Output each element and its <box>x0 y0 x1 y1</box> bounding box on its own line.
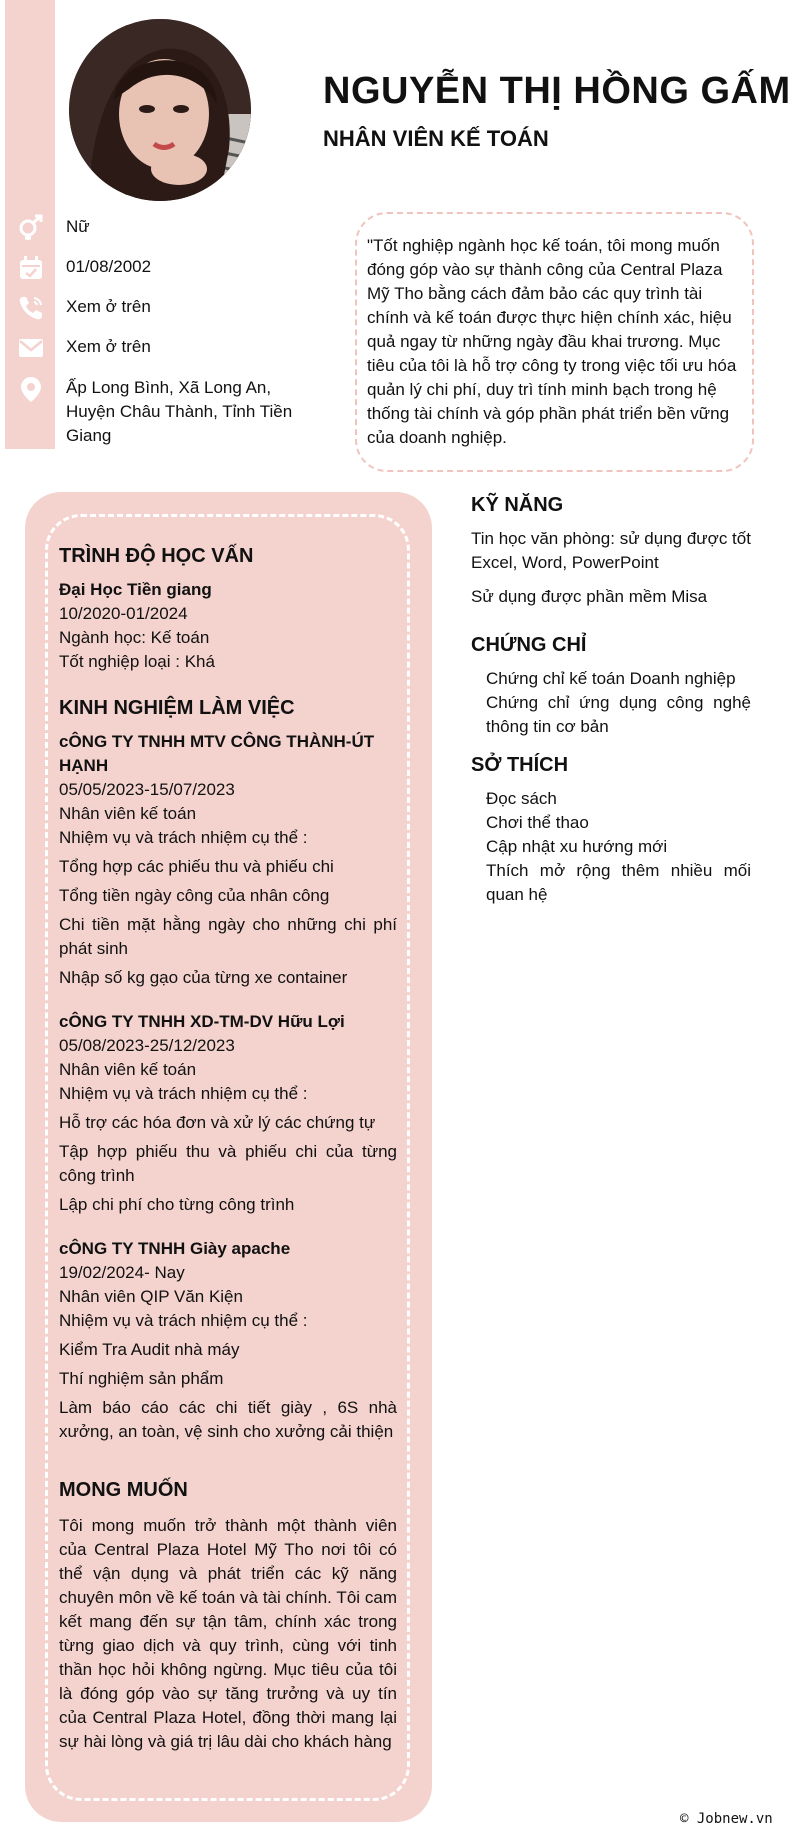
education-major: Ngành học: Kế toán <box>59 628 210 647</box>
objective-quote-box <box>355 212 754 472</box>
job-duty: Kiểm Tra Audit nhà máy <box>59 1340 240 1359</box>
footer-credit: © Jobnew.vn <box>680 1811 773 1827</box>
address-value: Ấp Long Bình, Xã Long An, Huyện Châu Thành, Tỉnh Tiền Giang <box>66 378 293 445</box>
info-phone <box>16 293 151 323</box>
certificates-title: CHỨNG CHỈ <box>471 634 587 656</box>
job-duties-label: Nhiệm vụ và trách nhiệm cụ thể : <box>59 1311 308 1330</box>
candidate-name: NGUYỄN THỊ HỒNG GẤM <box>323 70 791 112</box>
job-role: Nhân viên QIP Văn Kiện <box>59 1287 243 1306</box>
left-card-content <box>59 544 397 1754</box>
info-email <box>16 333 151 363</box>
certificate-item: Chứng chỉ ứng dụng công nghệ thông tin cơ bản <box>486 693 751 736</box>
job-duty: Tổng tiền ngày công của nhân công <box>59 886 330 905</box>
right-column <box>471 493 751 907</box>
email-value: Xem ở trên <box>66 337 151 356</box>
job-duty: Nhập số kg gạo của từng xe container <box>59 968 348 987</box>
certificate-item: Chứng chỉ kế toán Doanh nghiệp <box>486 669 736 688</box>
hobby-item: Thích mở rộng thêm nhiều mối quan hệ <box>486 861 751 904</box>
calendar-icon <box>16 253 46 283</box>
job-period: 05/08/2023-25/12/2023 <box>59 1036 235 1055</box>
education-grade: Tốt nghiệp loại : Khá <box>59 652 215 671</box>
gender-value: Nữ <box>66 217 90 236</box>
education-title: TRÌNH ĐỘ HỌC VẤN <box>59 545 254 567</box>
job-role: Nhân viên kế toán <box>59 1060 197 1079</box>
job-duty: Hỗ trợ các hóa đơn và xử lý các chứng tự <box>59 1113 376 1132</box>
phone-icon <box>16 293 46 323</box>
profile-photo <box>69 19 251 201</box>
info-birthdate <box>16 253 152 283</box>
job-item <box>59 1237 397 1444</box>
job-role: Nhân viên kế toán <box>59 804 197 823</box>
location-pin-icon <box>16 374 46 404</box>
hobby-item: Chơi thể thao <box>486 813 589 832</box>
objective-quote-text: "Tốt nghiệp ngành học kế toán, tôi mong muốn đóng góp vào sự thành công của Central Plaza Mỹ Tho bằng cách đảm bảo các quy trình tài chính và kế toán được thực hiện chính xác, hiệu quả ngay từ những ngày đầu khai trương. Mục tiêu của tôi là hỗ trợ công ty trong việc tối ưu hóa quản lý chi phí, duy trì tính minh bạch trong hệ thống tài chính và góp phần phát triển bền vững của doanh nghiệp. <box>367 236 737 447</box>
job-company: cÔNG TY TNHH Giày apache <box>59 1239 291 1258</box>
job-period: 19/02/2024- Nay <box>59 1263 185 1282</box>
wish-title: MONG MUỐN <box>59 1479 188 1501</box>
experience-title: KINH NGHIỆM LÀM VIỆC <box>59 697 295 719</box>
job-period: 05/05/2023-15/07/2023 <box>59 780 235 799</box>
job-duties-label: Nhiệm vụ và trách nhiệm cụ thể : <box>59 1084 308 1103</box>
hobbies-title: SỞ THÍCH <box>471 754 569 776</box>
wish-text: Tôi mong muốn trở thành một thành viên của Central Plaza Hotel Mỹ Tho nơi tôi có thể vận dụng và phát triển các kỹ năng chuyên môn về kế toán và tài chính. Tôi cam kết mang đến sự tận tâm, chính xác trong từng giao dịch và quy trình, cùng với tinh thần học hỏi không ngừng. Mục tiêu của tôi là đóng góp vào sự tăng trưởng và uy tín của Central Plaza Hotel, đồng thời mang lại sự hài lòng và giá trị lâu dài cho khách hàng <box>59 1516 397 1751</box>
skill-item: Sử dụng được phần mềm Misa <box>471 587 708 606</box>
job-duties-label: Nhiệm vụ và trách nhiệm cụ thể : <box>59 828 308 847</box>
candidate-position: NHÂN VIÊN KẾ TOÁN <box>323 126 549 151</box>
phone-value: Xem ở trên <box>66 297 151 316</box>
job-duty: Thí nghiệm sản phẩm <box>59 1369 224 1388</box>
hobby-item: Cập nhật xu hướng mới <box>486 837 668 856</box>
job-duty: Làm báo cáo các chi tiết giày , 6S nhà xưởng, an toàn, vệ sinh cho xưởng cải thiện <box>59 1398 397 1441</box>
skills-title: KỸ NĂNG <box>471 494 564 516</box>
job-duty: Chi tiền mặt hằng ngày cho những chi phí phát sinh <box>59 915 397 958</box>
hobby-item: Đọc sách <box>486 789 557 808</box>
education-school: Đại Học Tiền giang <box>59 580 212 599</box>
job-company: cÔNG TY TNHH XD-TM-DV Hữu Lợi <box>59 1012 345 1031</box>
info-address <box>16 374 293 445</box>
gender-icon <box>16 212 46 242</box>
job-company: cÔNG TY TNHH MTV CÔNG THÀNH-ÚT HẠNH <box>59 732 375 775</box>
skill-item: Tin học văn phòng: sử dụng được tốt Excel, Word, PowerPoint <box>471 529 751 572</box>
info-gender <box>16 212 90 242</box>
job-item <box>59 730 397 990</box>
job-item <box>59 1010 397 1217</box>
birthdate-value: 01/08/2002 <box>66 257 152 276</box>
education-period: 10/2020-01/2024 <box>59 604 188 623</box>
job-duty: Tập hợp phiếu thu và phiếu chi của từng công trình <box>59 1142 397 1185</box>
envelope-icon <box>16 333 46 363</box>
job-duty: Lập chi phí cho từng công trình <box>59 1195 295 1214</box>
job-duty: Tổng hợp các phiếu thu và phiếu chi <box>59 857 334 876</box>
